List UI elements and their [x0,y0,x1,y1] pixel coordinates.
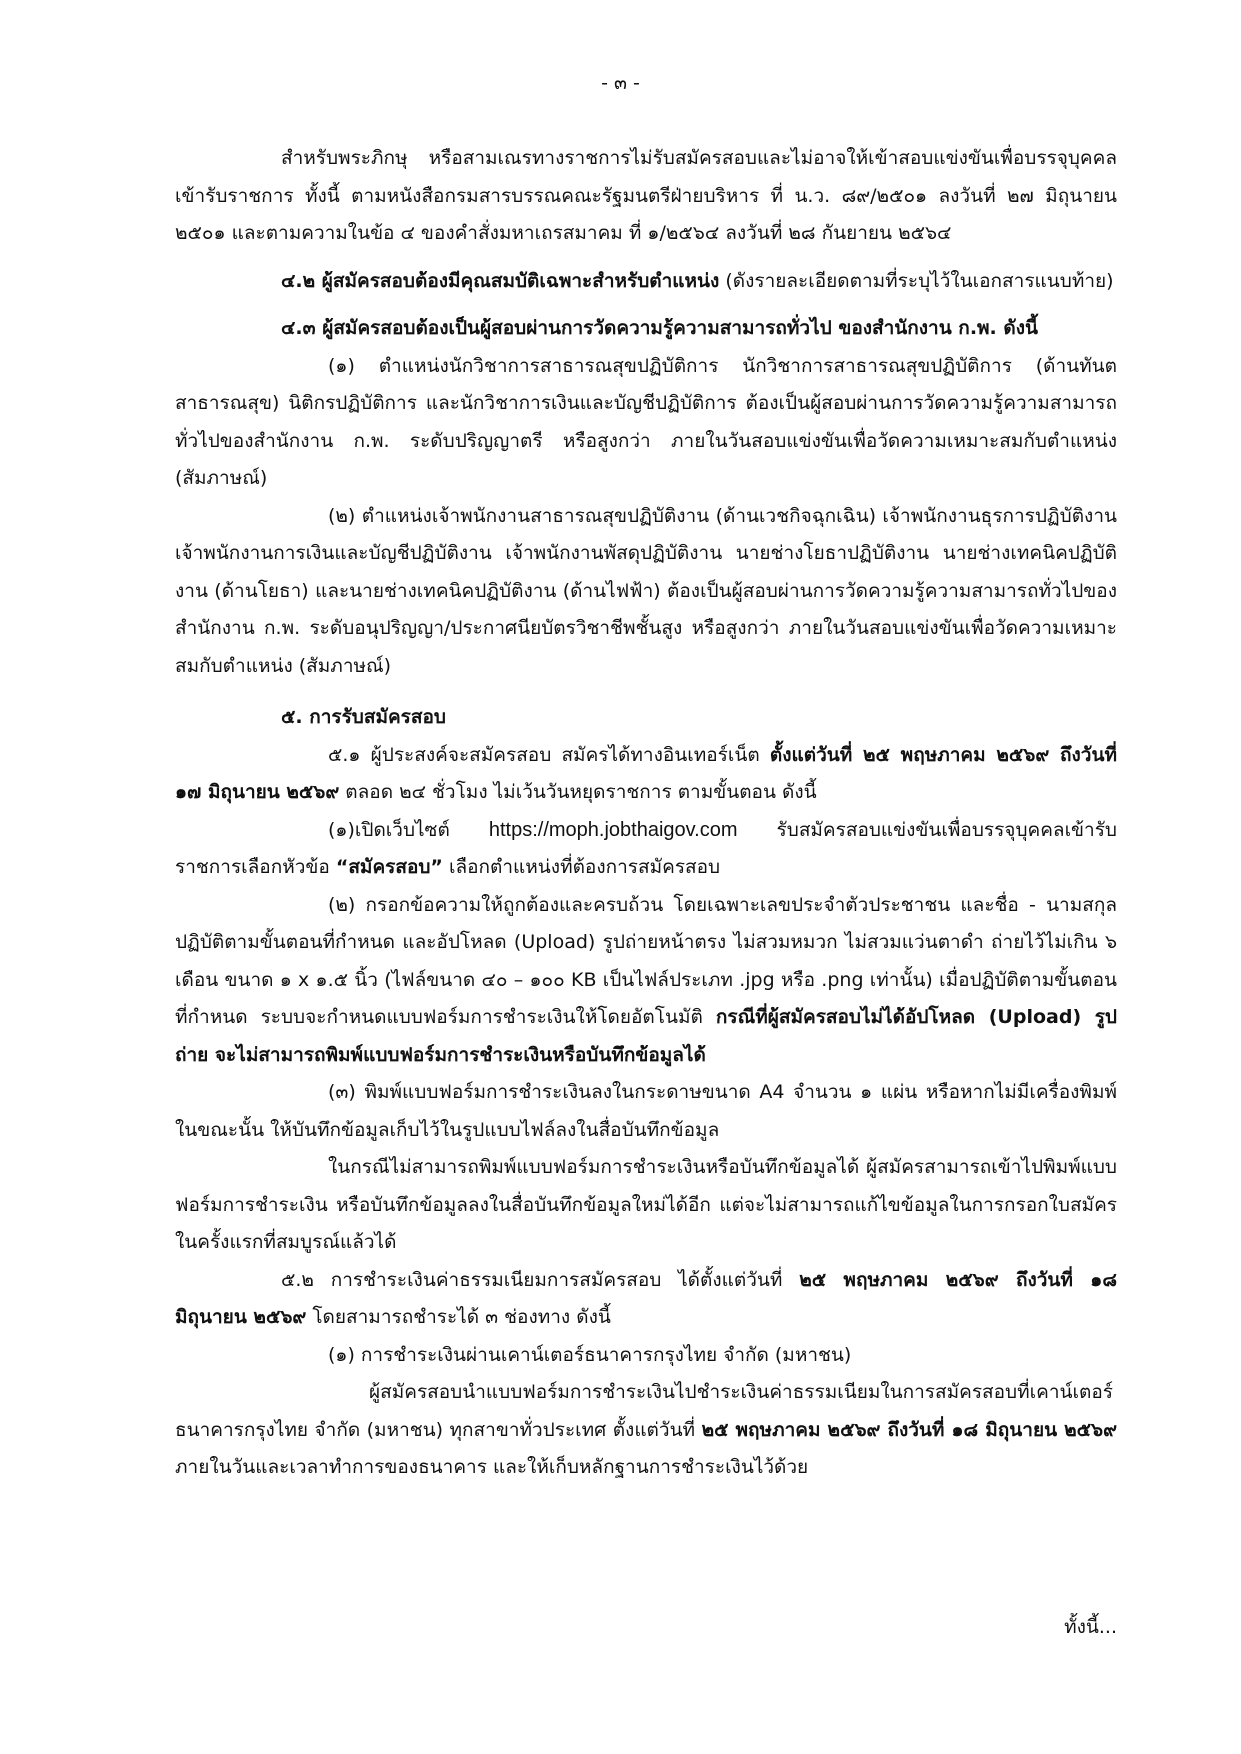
section-5-1-tail: ตลอด ๒๔ ชั่วโมง ไม่เว้นวันหยุดราชการ ตามขั้นตอน ดังนี้ [339,781,817,803]
payment-1-lead: ผู้สมัครสอบนำแบบฟอร์มการชำระเงินไปชำระเงินค่าธรรมเนียมในการสมัครสอบที่เคาน์เตอร์ธนาคารกรุงไทย จำกัด (มหาชน) ทุกสาขาทั่วประเทศ ตั้งแต่วันที่ [175,1381,1113,1441]
section-4-2-text: (ดังรายละเอียดตามที่ระบุไว้ในเอกสารแนบท้าย) [719,269,1114,292]
section-4-3-item-2: (๒) ตำแหน่งเจ้าพนักงานสาธารณสุขปฏิบัติงาน (ด้านเวชกิจฉุกเฉิน) เจ้าพนักงานธุรการปฏิบัติงาน เจ้าพนักงานการเงินและบัญชีปฏิบัติงาน เจ้าพนักงานพัสดุปฏิบัติงาน นายช่างโยธาปฏิบัติงาน นายช่างเทคนิคปฏิบัติงาน (ด้านโยธา) และนายช่างเทคนิคปฏิบัติงาน (ด้านไฟฟ้า) ต้องเป็นผู้สอบผ่านการวัดความรู้ความสามารถทั่วไปของสำนักงาน ก.พ. ระดับอนุปริญญา/ประกาศนียบัตรวิชาชีพชั้นสูง หรือสูงกว่า ภายในวันสอบแข่งขันเพื่อวัดความเหมาะสมกับตำแหน่ง (สัมภาษณ์) [175,504,1117,677]
step-2-text: (๒) กรอกข้อความให้ถูกต้องและครบถ้วน โดยเฉพาะเลขประจำตัวประชาชน และชื่อ - นามสกุล ปฏิบัติตามขั้นตอนที่กำหนด และอัปโหลด (Upload) รูปถ่ายหน้าตรง ไม่สวมหมวก ไม่สวมแว่นตาดำ ถ่ายไว้ไม่เกิน ๖ เดือน ขนาด ๑ x ๑.๕ นิ้ว (ไฟล์ขนาด ๔๐ – ๑๐๐ KB เป็นไฟล์ประเภท .jpg หรือ .png เท่านั้น) เมื่อปฏิบัติตามขั้นตอนที่กำหนด ระบบจะกำหนดแบบฟอร์มการชำระเงินให้โดยอัตโนมัติ [175,893,1117,1028]
document-body [175,140,1117,1487]
section-5-heading: ๕. การรับสมัครสอบ [281,706,446,728]
section-5-1-dates: ตั้งแต่วันที่ ๒๕ พฤษภาคม ๒๕๖๙ ถึงวันที่ ๑๗ มิถุนายน ๒๕๖๙ [175,743,1117,803]
step-1-mid: รับสมัครสอบแข่งขันเพื่อบรรจุบุคคลเข้ารับราชการเลือกหัวข้อ [175,818,1117,878]
payment-1-heading: (๑) การชำระเงินผ่านเคาน์เตอร์ธนาคารกรุงไทย จำกัด (มหาชน) [328,1343,852,1366]
step-2-paragraph [175,887,1117,1075]
step-1-post: เลือกตำแหน่งที่ต้องการสมัครสอบ [442,856,721,878]
step-1-paragraph [175,812,1117,887]
payment-1-tail: ภายในวันและเวลาทำการของธนาคาร และให้เก็บหลักฐานการชำระเงินไว้ด้วย [175,1456,809,1478]
section-5-2-lead: ๕.๒ การชำระเงินค่าธรรมเนียมการสมัครสอบ ได้ตั้งแต่วันที่ [281,1268,800,1291]
step-3-paragraph: (๓) พิมพ์แบบฟอร์มการชำระเงินลงในกระดาษขนาด A4 จำนวน ๑ แผ่น หรือหากไม่มีเครื่องพิมพ์ในขณะนั้น ให้บันทึกข้อมูลเก็บไว้ในรูปแบบไฟล์ลงในสื่อบันทึกข้อมูล [175,1081,1117,1141]
section-4-3-item-1: (๑) ตำแหน่งนักวิชาการสาธารณสุขปฏิบัติการ นักวิชาการสาธารณสุขปฏิบัติการ (ด้านทันตสาธารณสุข) นิติกรปฏิบัติการ และนักวิชาการเงินและบัญชีปฏิบัติการ ต้องเป็นผู้สอบผ่านการวัดความรู้ความสามารถทั่วไปของสำนักงาน ก.พ. ระดับปริญญาตรี หรือสูงกว่า ภายในวันสอบแข่งขันเพื่อวัดความเหมาะสมกับตำแหน่ง (สัมภาษณ์) [175,354,1117,489]
step-2-warning: กรณีที่ผู้สมัครสอบไม่ได้อัปโหลด (Upload) รูปถ่าย จะไม่สามารถพิมพ์แบบฟอร์มการชำระเงินหรือบันทึกข้อมูลได้ [175,1006,1117,1066]
section-4-2-heading: ๔.๒ ผู้สมัครสอบต้องมีคุณสมบัติเฉพาะสำหรับตำแหน่ง [281,269,720,292]
step-3-note-paragraph: ในกรณีไม่สามารถพิมพ์แบบฟอร์มการชำระเงินหรือบันทึกข้อมูลได้ ผู้สมัครสามารถเข้าไปพิมพ์แบบฟอร์มการชำระเงิน หรือบันทึกข้อมูลลงในสื่อบันทึกข้อมูลใหม่ได้อีก แต่จะไม่สามารถแก้ไขข้อมูลในการกรอกใบสมัครในครั้งแรกที่สมบูรณ์แล้วได้ [175,1156,1117,1253]
page-number: - ๓ - [601,72,640,94]
continuation-marker: ทั้งนี้... [1064,1616,1117,1638]
section-4-3-heading: ๔.๓ ผู้สมัครสอบต้องเป็นผู้สอบผ่านการวัดความรู้ความสามารถทั่วไป ของสำนักงาน ก.พ. ดังนี้ [281,317,1038,339]
payment-1-dates: ๒๕ พฤษภาคม ๒๕๖๙ ถึงวันที่ ๑๘ มิถุนายน ๒๕๖๙ [701,1418,1117,1441]
section-4-2-paragraph [175,263,1117,301]
step-1-pre: (๑)เปิดเว็บไซต์ [328,818,489,841]
website-url-link[interactable]: https://moph.jobthaigov.com [488,818,738,841]
section-5-1-paragraph [175,737,1117,812]
section-5-2-dates: ๒๕ พฤษภาคม ๒๕๖๙ ถึงวันที่ ๑๘ มิถุนายน ๒๕๖๙ [175,1268,1118,1328]
step-1-apply-menu-label: “สมัครสอบ” [335,856,443,878]
monk-restriction-paragraph: สำหรับพระภิกษุ หรือสามเณรทางราชการไม่รับสมัครสอบและไม่อาจให้เข้าสอบแข่งขันเพื่อบรรจุบุคคลเข้ารับราชการ ทั้งนี้ ตามหนังสือกรมสารบรรณคณะรัฐมนตรีฝ่ายบริหาร ที่ น.ว. ๘๙/๒๕๐๑ ลงวันที่ ๒๗ มิถุนายน ๒๕๐๑ และตามความในข้อ ๔ ของคำสั่งมหาเถรสมาคม ที่ ๑/๒๕๖๔ ลงวันที่ ๒๘ กันยายน ๒๕๖๔ [175,147,1117,244]
section-5-1-lead: ๕.๑ ผู้ประสงค์จะสมัครสอบ สมัครได้ทางอินเทอร์เน็ต [328,743,770,766]
section-5-2-paragraph [175,1262,1117,1337]
payment-1-paragraph [175,1374,1117,1487]
section-5-2-tail: โดยสามารถชำระได้ ๓ ช่องทาง ดังนี้ [306,1306,611,1328]
